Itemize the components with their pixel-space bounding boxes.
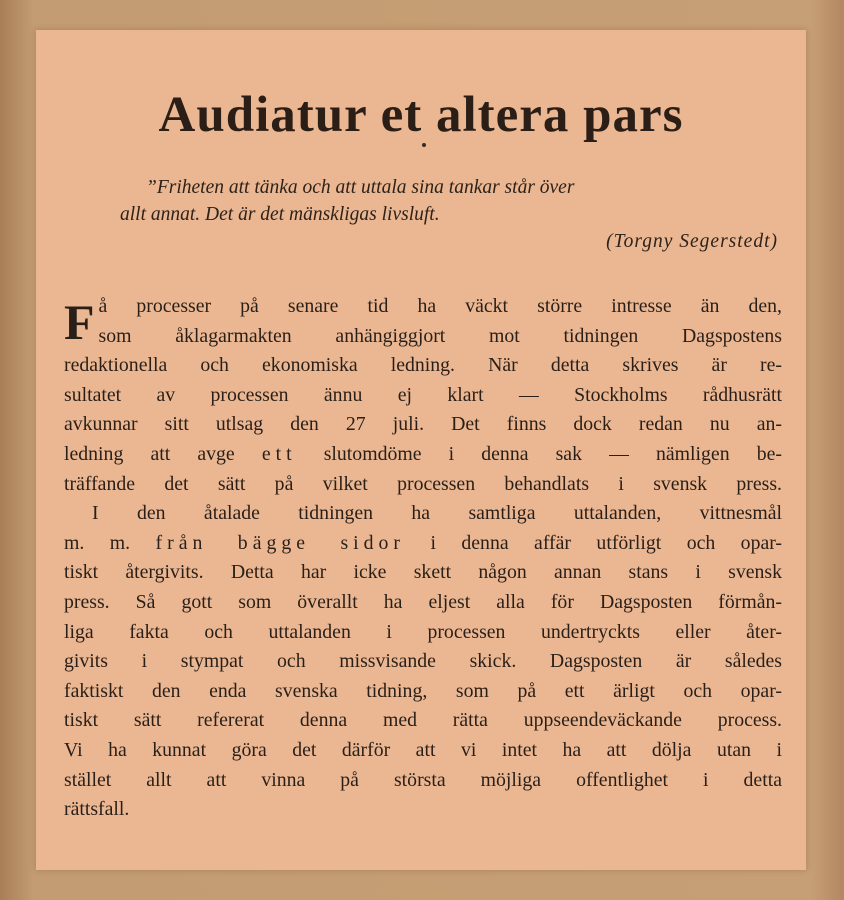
- text-segment: slutomdöme i denna sak — nämligen be-: [323, 442, 782, 465]
- emphasized-text: ett: [261, 442, 297, 465]
- text-line: å processer på senare tid ha väckt större intresse än den,: [98, 295, 782, 317]
- epigraph-line-1: ”Friheten att tänka och att uttala sina tankar står över: [146, 177, 575, 198]
- text-segment: i denna affär utförligt och opar-: [430, 531, 783, 554]
- epigraph-line-2: allt annat. Det är det mänskligas livsluft.: [120, 204, 440, 225]
- text-line: faktiskt den enda svenska tidning, som på ett ärligt och opar-: [64, 679, 782, 702]
- text-line: redaktionella och ekonomiska ledning. När detta skrives är re-: [64, 354, 782, 377]
- text-line: rättsfall.: [64, 798, 130, 821]
- article-body: [64, 292, 782, 825]
- text-line: liga fakta och uttalanden i processen undertryckts eller åter-: [64, 620, 782, 643]
- text-line: press. Så gott som överallt ha eljest alla för Dagsposten förmån-: [64, 590, 782, 613]
- text-line: stället allt att vinna på största möjliga offentlighet i detta: [64, 768, 782, 791]
- paragraph-2: [64, 499, 782, 825]
- text-line: tiskt sätt refererat denna med rätta uppseendeväckande process.: [64, 709, 782, 732]
- emphasized-text: från bägge sidor: [155, 531, 406, 554]
- text-line: tiskt återgivits. Detta har icke skett någon annan stans i svensk: [64, 561, 782, 584]
- ornament-dot: [422, 143, 426, 147]
- newspaper-clipping: [36, 30, 806, 870]
- text-line: [64, 440, 782, 470]
- paragraph-1: [64, 292, 782, 499]
- article-title: Audiatur et altera pars: [158, 87, 684, 143]
- epigraph-attribution: (Torgny Segerstedt): [606, 231, 778, 252]
- epigraph-quote: [120, 174, 778, 255]
- text-line: [64, 529, 782, 559]
- text-line: träffande det sätt på vilket processen behandlats i svensk press.: [64, 472, 782, 495]
- text-line: sultatet av processen ännu ej klart — Stockholms rådhusrätt: [64, 383, 782, 406]
- drop-cap: F: [64, 294, 95, 350]
- text-line: Vi ha kunnat göra det därför att vi intet ha att dölja utan i: [64, 738, 782, 761]
- text-segment: m. m.: [64, 531, 131, 554]
- text-line: som åklagarmakten anhängiggjort mot tidningen Dagspostens: [98, 324, 782, 347]
- text-line: I den åtalade tidningen ha samtliga uttalanden, vittnesmål: [92, 502, 782, 525]
- text-segment: ledning att avge: [64, 442, 235, 465]
- text-line: givits i stympat och missvisande skick. Dagsposten är således: [64, 650, 782, 673]
- text-line: avkunnar sitt utlsag den 27 juli. Det finns dock redan nu an-: [64, 413, 782, 436]
